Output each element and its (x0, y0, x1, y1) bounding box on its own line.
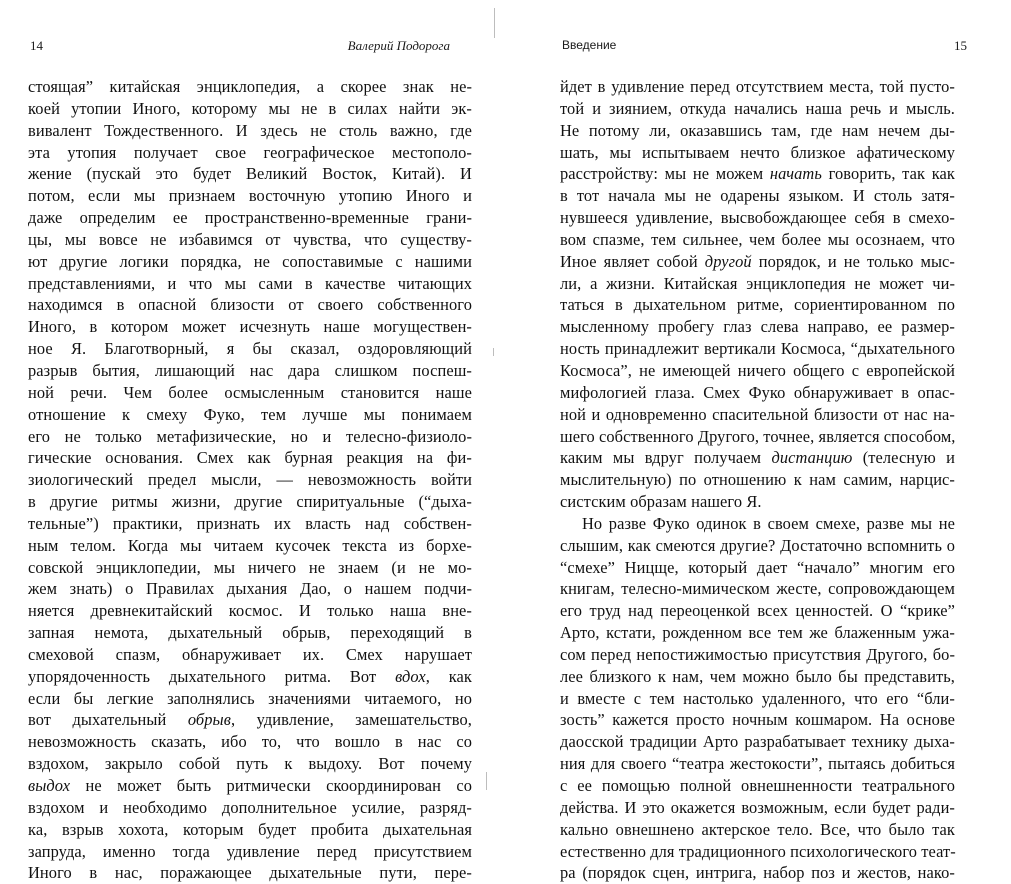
text-line: ка, взрыв хохота, которым будет пробита дыхательная (28, 819, 472, 839)
text-line: ность принадлежит вертикали Космоса, “дыхательного (560, 339, 955, 359)
text-line: отношение к смеху Фуко, тем лучше мы понимаем (28, 404, 472, 424)
italic-word: другой (704, 251, 752, 271)
text-line: Иное являет собой другой порядок, и не только мыс- (560, 251, 955, 271)
left-page (0, 0, 506, 883)
text-line: жем знать) о Правилах дыхания Дао, о нашем подчи- (28, 579, 472, 599)
text-line: выдох не может быть ритмически скоординирован со (28, 776, 472, 795)
text-line: вздохом и необходимо дополнительное усилие, разряд- (28, 797, 472, 817)
text-line: няется древнекитайский космос. И только наша вне- (28, 601, 472, 621)
text-line: шать, мы испытываем нечто близкое афатическому (560, 142, 955, 162)
text-line: в другие ритмы жизни, другие спиритуальные (“дыха- (28, 492, 472, 512)
gutter-mark (493, 348, 494, 356)
text-line: сом перед непостижимостью присутствия Другого, бо- (560, 644, 955, 664)
text-line: цы, мы вовсе не избавимся от чувства, что существу- (28, 229, 472, 249)
text-line: упорядоченность дыхательного ритма. Вот вдох, как (28, 666, 472, 686)
text-line: и вместе с тем настолько удаленного, что его “бли- (560, 688, 955, 708)
text-line: с ее помощью полной овнешненности театрального (560, 776, 955, 795)
italic-word: вдох (395, 666, 426, 686)
text-line: разрыв бытия, лишающий нас дара слишком поспеш- (28, 360, 472, 380)
text-line: той и зиянием, откуда начались наша речь и мысль. (560, 98, 955, 118)
text-line: ной и одновременно спасительной близости от нас на- (560, 404, 955, 424)
text-line: кально овнешнено актерское тело. Все, что было так (560, 819, 955, 839)
text-line: Не потому ли, оказавшись там, где нам нечем ды- (560, 120, 955, 140)
text-line: ют другие логики порядка, не сопоставимые с нашими (28, 251, 472, 271)
text-line: стоящая” китайская энциклопедия, а скорее знак не- (28, 77, 472, 96)
text-line: мыслительную) по отношению к нам самим, нарцис- (560, 470, 955, 490)
text-line: лее близкого к нам, чем можно было бы представить, (560, 666, 955, 686)
text-line: ли, а жизни. Китайская энциклопедия не может чи- (560, 273, 955, 293)
gutter-mark (486, 772, 487, 790)
text-line: запруда, именно тогда удивление перед присутствием (28, 841, 472, 861)
text-line: йдет в удивление перед отсутствием места, той пусто- (560, 77, 955, 96)
text-line: нувшееся удивление, высвобождающее себя в смехо- (560, 208, 955, 228)
text-line: Иного, в котором может исчезнуть наше могуществен- (28, 317, 472, 337)
text-line: естественно для традиционного психологического теат- (560, 841, 956, 861)
text-line: невозможность сказать, ибо то, что вошло в нас со (28, 732, 472, 752)
italic-word: обрыв (187, 710, 231, 730)
text-line: даосской традиции Арто разрабатывает технику дыха- (560, 732, 955, 752)
text-line: книгам, телесно-мимическом жесте, сопровождающем (560, 579, 955, 599)
text-line: мифологией глаза. Смех Фуко обнаруживает в опас- (560, 382, 955, 402)
left-page-body (28, 76, 472, 884)
gutter-mark (494, 8, 495, 38)
text-line: “смехе” Ницще, который дает “начало” многим его (560, 557, 955, 577)
text-line: гические основания. Смех как бурная реакция на фи- (28, 448, 472, 468)
right-page (506, 0, 1011, 883)
right-running-head: Введение (562, 38, 617, 52)
text-line: вом спазме, тем сильнее, чем более мы осознаем, что (560, 229, 955, 249)
text-line: Арто, кстати, рожденном все тем же блаженным ужа- (560, 623, 955, 643)
text-line: каким мы вдруг получаем дистанцию (телесную и (560, 448, 955, 468)
text-line: его труд над переоценкой всех ценностей. О “крике” (560, 601, 955, 621)
text-line: действа. И это окажется возможным, если будет ради- (560, 797, 955, 817)
text-line: зость” кажется просто ночным кошмаром. На основе (560, 710, 955, 730)
italic-word: дистанцию (771, 448, 853, 468)
text-line: ра (порядок сцен, интрига, набор поз и жестов, нако- (560, 863, 955, 883)
text-line: вивалент Тождественного. И здесь не столь важно, где (28, 120, 472, 140)
text-line: эта утопия получает свое географическое местополо- (28, 142, 472, 162)
text-line: слышим, как смеются другие? Достаточно вспомнить о (560, 535, 955, 555)
text-line: Но разве Фуко одинок в своем смехе, разве мы не (582, 513, 955, 533)
text-line: расстройству: мы не можем начать говорить, так как (560, 164, 955, 184)
text-line: систским образам нашего Я. (560, 492, 762, 512)
text-line: представлениями, и что мы сами в качестве читающих (28, 273, 472, 293)
text-line: ное Я. Благотворный, я бы сказал, оздоровляющий (28, 339, 472, 359)
text-line: запная немота, дыхательный обрыв, переходящий в (28, 623, 472, 643)
text-line: если бы легкие заполнялись значениями читаемого, но (28, 688, 472, 708)
text-line: мысленному пробегу глаз слева направо, ее размер- (560, 317, 955, 337)
text-line: даже определим ее пространственно-временные грани- (28, 208, 472, 228)
text-line: таться в дыхательном ритме, сориентированном по (560, 295, 955, 315)
right-page-body (560, 76, 955, 884)
text-line: вот дыхательный обрыв, удивление, замешательство, (28, 710, 472, 730)
text-line: вздохом, закрыло собой путь к выдоху. Вот почему (28, 754, 472, 774)
text-line: смеховой спазм, обнаруживает их. Смех нарушает (28, 644, 472, 664)
text-line: шего собственного Другого, точнее, является способом, (560, 426, 956, 446)
italic-word: начать (769, 164, 822, 184)
text-line: тельные”) практики, признать их власть над собствен- (28, 513, 472, 533)
italic-word: выдох (28, 776, 71, 795)
text-line: в тот начала мы не одарены языком. И столь затя- (560, 186, 955, 206)
text-line: ным телом. Когда мы читаем кусочек текста из борхе- (28, 535, 472, 555)
text-line: находимся в опасной близости от своего собственного (28, 295, 472, 315)
text-line: совской энциклопедии, мы ничего не знаем (и не мо- (28, 557, 472, 577)
text-line: ния для своего “театра жестокости”, пытаясь добиться (560, 754, 955, 774)
right-page-number: 15 (954, 38, 967, 53)
text-line: Космоса”, не имеющей ничего общего с европейской (560, 360, 955, 380)
text-line: его не только метафизические, но и телесно-физиоло- (28, 426, 472, 446)
left-running-head: Валерий Подорога (347, 38, 450, 53)
text-line: ной речи. Чем более осмысленным становится наше (28, 382, 472, 402)
text-line: Иного в нас, поражающее дыхательные пути, пере- (28, 863, 472, 883)
text-line: жение (пускай это будет Великий Восток, Китай). И (28, 164, 472, 184)
text-line: зиологический предел мысли, — невозможность войти (28, 470, 472, 490)
text-line: коей утопии Иного, которому мы не в силах найти эк- (28, 98, 472, 118)
text-line: потом, если мы признаем восточную утопию Иного и (28, 186, 472, 206)
left-page-number: 14 (30, 38, 43, 53)
